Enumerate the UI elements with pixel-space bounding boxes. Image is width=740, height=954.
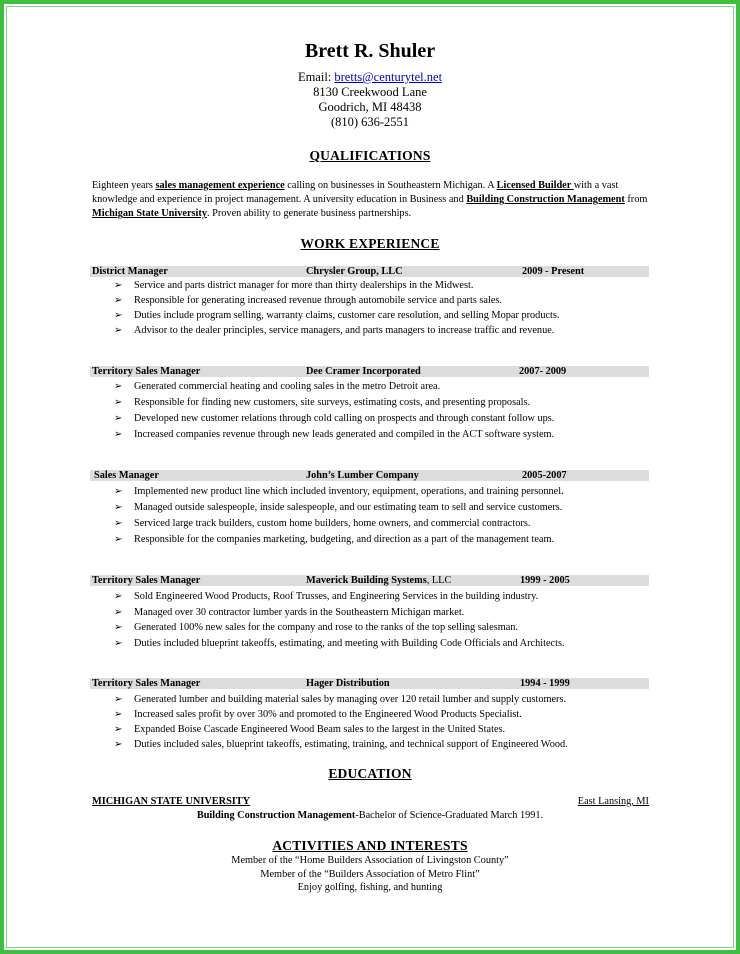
- arrow-bullet-icon: ➢: [114, 486, 123, 497]
- bullet-text: Increased sales profit by over 30% and promoted to the Engineered Wood Products Specialist.: [134, 709, 522, 720]
- job-bullets: [114, 589, 674, 651]
- activity-line: Member of the “Home Builders Association of Livingston County”: [231, 855, 509, 866]
- school-name: MICHIGAN STATE UNIVERSITY: [92, 796, 251, 807]
- job-title: Sales Manager: [94, 470, 159, 481]
- qualifications-paragraph: [92, 179, 652, 222]
- qual-highlight: sales management experience: [155, 180, 285, 191]
- arrow-bullet-icon: ➢: [114, 397, 123, 408]
- education-row: [92, 796, 649, 810]
- bullet-text: Duties included sales, blueprint takeoffs, estimating, training, and technical support of Engineered Wood.: [134, 739, 568, 750]
- qual-text: from: [624, 194, 648, 206]
- bullet-item: [114, 500, 674, 516]
- qual-text: with a vast knowledge and experience in project management. A university education in Business and: [92, 180, 619, 206]
- bullet-text: Service and parts district manager for more than thirty dealerships in the Midwest.: [134, 280, 474, 291]
- arrow-bullet-icon: ➢: [114, 518, 123, 529]
- degree-line: [0, 810, 740, 821]
- job-dates: 1994 - 1999: [520, 678, 570, 689]
- job-title: Territory Sales Manager: [92, 678, 201, 689]
- bullet-item: [114, 427, 674, 443]
- arrow-bullet-icon: ➢: [114, 295, 123, 306]
- bullet-item: [114, 308, 674, 323]
- job-company: Hager Distribution: [306, 678, 390, 689]
- bullet-item: [114, 532, 674, 548]
- resume-name: Brett R. Shuler: [304, 40, 436, 62]
- bullet-text: Duties include program selling, warranty claims, customer care resolution, and selling Mopar products.: [134, 310, 560, 321]
- arrow-bullet-icon: ➢: [114, 325, 123, 336]
- job-header: [90, 470, 649, 481]
- qual-text: Eighteen years: [92, 180, 156, 191]
- degree-major: Building Construction Management: [196, 810, 356, 821]
- work-experience-heading: WORK EXPERIENCE: [300, 236, 440, 251]
- qual-highlight: Michigan State University: [92, 208, 207, 220]
- bullet-item: [114, 379, 674, 395]
- bullet-item: [114, 278, 674, 293]
- job-company: Dee Cramer Incorporated: [306, 366, 421, 377]
- bullet-item: [114, 636, 674, 652]
- job-title: District Manager: [92, 266, 168, 277]
- arrow-bullet-icon: ➢: [114, 606, 123, 618]
- job-header: [90, 266, 649, 277]
- bullet-item: [114, 605, 674, 621]
- arrow-bullet-icon: ➢: [114, 413, 123, 424]
- arrow-bullet-icon: ➢: [114, 429, 123, 440]
- bullet-text: Increased companies revenue through new leads generated and compiled in the ACT software system.: [134, 429, 555, 440]
- qual-text: . Proven ability to generate business partnerships.: [206, 208, 412, 220]
- job-header: [90, 575, 649, 586]
- bullet-text: Responsible for generating increased revenue through automobile service and parts sales.: [134, 295, 502, 306]
- job-title: Territory Sales Manager: [92, 575, 201, 586]
- bullet-text: Generated commercial heating and cooling sales in the metro Detroit area.: [134, 381, 441, 392]
- bullet-item: [114, 293, 674, 308]
- bullet-item: [114, 707, 674, 722]
- arrow-bullet-icon: ➢: [114, 694, 123, 705]
- job-header: [90, 678, 649, 689]
- arrow-bullet-icon: ➢: [114, 591, 123, 602]
- phone-line: (810) 636-2551: [330, 115, 410, 129]
- activity-line: Enjoy golfing, fishing, and hunting: [297, 882, 443, 893]
- arrow-bullet-icon: ➢: [114, 534, 123, 545]
- email-label: Email:: [297, 70, 332, 84]
- arrow-bullet-icon: ➢: [114, 739, 123, 750]
- job-company-name: Maverick Building Systems: [306, 575, 427, 586]
- job-bullets: [114, 278, 674, 338]
- bullet-item: [114, 620, 674, 636]
- job-bullets: [114, 484, 674, 548]
- job-dates: 2009 - Present: [522, 266, 585, 277]
- job-company-suffix: , LLC: [426, 575, 452, 586]
- arrow-bullet-icon: ➢: [114, 724, 123, 735]
- bullet-text: Managed outside salespeople, inside salespeople, and our estimating team to sell and service customers.: [134, 502, 563, 513]
- job-company: [306, 266, 403, 277]
- job-dates: 2005-2007: [522, 470, 567, 481]
- bullet-text: Responsible for finding new customers, site surveys, estimating costs, and presenting proposals.: [134, 397, 531, 408]
- bullet-text: Generated lumber and building material sales by managing over 120 retail lumber and supply customers.: [134, 694, 567, 705]
- qual-highlight: Building Construction Management: [466, 194, 625, 206]
- job-company-name: Chrysler Group, LLC: [306, 266, 403, 277]
- bullet-text: Advisor to the dealer principles, service managers, and parts managers to increase traffic and revenue.: [134, 325, 555, 336]
- activities-heading: ACTIVITIES AND INTERESTS: [272, 838, 468, 853]
- bullet-text: Sold Engineered Wood Products, Roof Trusses, and Engineering Services in the building industry.: [134, 591, 539, 602]
- arrow-bullet-icon: ➢: [114, 709, 123, 720]
- school-location: East Lansing, MI: [577, 796, 649, 807]
- job-company: [306, 575, 451, 586]
- bullet-item: [114, 692, 674, 707]
- arrow-bullet-icon: ➢: [114, 622, 123, 633]
- bullet-item: [114, 411, 674, 427]
- job-dates: 2007- 2009: [519, 366, 567, 377]
- activity-line: Member of the “Builders Association of Metro Flint”: [260, 869, 480, 880]
- bullet-text: Implemented new product line which included inventory, equipment, operations, and training personnel.: [134, 486, 564, 497]
- arrow-bullet-icon: ➢: [114, 381, 123, 392]
- qual-highlight: Licensed Builder: [496, 180, 574, 191]
- bullet-text: Responsible for the companies marketing, budgeting, and direction as a part of the management team.: [134, 534, 555, 545]
- bullet-text: Duties included blueprint takeoffs, estimating, and meeting with Building Code Officials and Architects.: [134, 637, 565, 649]
- arrow-bullet-icon: ➢: [114, 310, 123, 321]
- bullet-item: [114, 737, 674, 752]
- email-line: [0, 70, 740, 85]
- job-bullets: [114, 379, 674, 443]
- job-header: [90, 366, 649, 377]
- job-title: Territory Sales Manager: [92, 366, 201, 377]
- bullet-item: [114, 395, 674, 411]
- qualifications-heading: QUALIFICATIONS: [309, 148, 431, 163]
- address-line-2: Goodrich, MI 48438: [318, 100, 422, 114]
- arrow-bullet-icon: ➢: [114, 637, 123, 649]
- arrow-bullet-icon: ➢: [114, 280, 123, 291]
- bullet-text: Serviced large track builders, custom home builders, home owners, and commercial contractors.: [134, 518, 531, 529]
- bullet-item: [114, 722, 674, 737]
- bullet-text: Expanded Boise Cascade Engineered Wood Beam sales to the largest in the United States.: [134, 724, 506, 735]
- email-link[interactable]: bretts@centurytel.net: [334, 70, 443, 84]
- education-heading: EDUCATION: [328, 766, 412, 781]
- arrow-bullet-icon: ➢: [114, 502, 123, 513]
- job-bullets: [114, 692, 674, 752]
- bullet-item: [114, 516, 674, 532]
- job-dates: 1999 - 2005: [520, 575, 570, 586]
- bullet-item: [114, 323, 674, 338]
- bullet-text: Generated 100% new sales for the company and rose to the ranks of the top selling salesman.: [134, 622, 519, 633]
- bullet-item: [114, 589, 674, 605]
- address-line-1: 8130 Creekwood Lane: [313, 85, 427, 99]
- qual-text: calling on businesses in Southeastern Michigan. A: [284, 180, 497, 191]
- bullet-text: Developed new customer relations through cold calling on prospects and through constant follow ups.: [134, 413, 555, 424]
- bullet-item: [114, 484, 674, 500]
- job-company: John’s Lumber Company: [306, 470, 419, 481]
- degree-details: -Bachelor of Science-Graduated March 1991.: [355, 810, 544, 821]
- bullet-text: Managed over 30 contractor lumber yards in the Southeastern Michigan market.: [134, 606, 465, 618]
